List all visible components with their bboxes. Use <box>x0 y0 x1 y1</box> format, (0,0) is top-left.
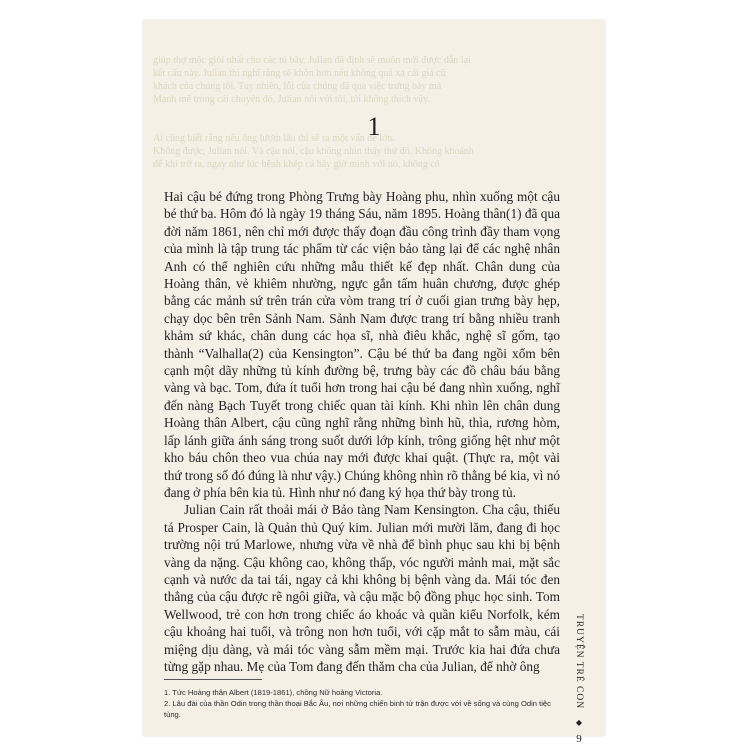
book-page <box>143 20 605 746</box>
bleed-line: Ai cũng biết rằng nếu ông lượm lâu thì sẽ ra một vấn đề lớn. <box>153 133 395 144</box>
bleed-line: kết cấu này. Julian thì nghĩ rằng sẽ khôn hơn nếu không quá xa cái giá cũ <box>153 68 446 79</box>
paragraph: Hai cậu bé đứng trong Phòng Trưng bày Hoàng phu, nhìn xuống một cậu bé thứ ba. Hôm đó là ngày 19 tháng Sáu, năm 1895. Hoàng thân(1) đã qua đời năm 1861, nên chỉ mới được thấy đoạn đầu công trình đầy tham vọng của mình là tập trung tác phẩm từ các viện bảo tàng lại để các nghệ nhân Anh có thể nghiên cứu những mẫu thiết kế đẹp nhất. Chân dung của Hoàng thân, vẻ khiêm nhường, ngực gắn tấm huân chương, được ghép bằng các mảnh sứ trên trán cửa vòm trang trí ở cuối gian trưng bày hẹp, chạy dọc bên trên Sảnh Nam. Sảnh Nam được trang trí bằng nhiều tranh khảm sứ khác, chân dung các họa sĩ, nhà điêu khắc, nghệ sĩ gốm, tạo thành “Valhalla(2) của Kensington”. Cậu bé thứ ba đang ngồi xổm bên cạnh một dãy những tủ kính đường bệ, trưng bày các đồ châu báu bằng vàng và bạc. Tom, đứa ít tuổi hơn trong hai cậu bé đang nhìn xuống, nghĩ đến nàng Bạch Tuyết trong chiếc quan tài kính. Khi nhìn lên chân dung Hoàng thân Albert, cậu cũng nghĩ rằng những bình hũ, thìa, rương hòm, lấp lánh giữa ánh sáng trong suốt dưới lớp kính, trông giống hệt như một kho báu chôn theo vua chúa nay mới được khai quật. (Thực ra, một vài thứ trong số đó đúng là như vậy.) Chúng không nhìn rõ thằng bé kia, vì nó đang ở phía bên kia tủ. Hình như nó đang ký họa thứ bày trong tủ. <box>164 189 560 500</box>
bleed-line: Không được, Julian nói. Và cậu nói, cậu không nhìn thấy thứ đó. Không khoảnh <box>153 146 474 157</box>
bleed-line: để khi trở ra, ngay như lúc bệnh khép cả bây giờ mình với nó, không có <box>153 159 440 170</box>
footnote: 1. Tức Hoàng thân Albert (1819-1861), chồng Nữ hoàng Victoria. <box>164 688 383 697</box>
footnotes <box>164 687 556 720</box>
footnote-divider <box>164 679 262 680</box>
footnote: 2. Lâu đài của thần Odin trong thần thoại Bắc Âu, nơi những chiến binh tử trận được với về sống và cùng Odin tiệc tùng. <box>164 699 551 719</box>
bleed-line: giúp thợ mộc giỏi nhất cho các tủ bày. Julian đã định sẽ muộn mới được dẫn lại <box>153 55 471 66</box>
chapter-number: 1 <box>367 112 381 141</box>
page-number: 9 <box>576 733 582 746</box>
paragraph: Julian Cain rất thoải mái ở Bảo tàng Nam Kensington. Cha cậu, thiếu tá Prosper Cain, là Quản thủ Quý kim. Julian mới mười lăm, đang đi học trường nội trú Marlowe, nhưng vừa về nhà để bình phục sau khi bị bệnh vàng da nặng. Cậu không cao, không thấp, vóc người mảnh mai, mặt sắc cạnh và nước da tai tái, ngay cả khi không bị bệnh vàng da. Mái tóc đen thẳng của cậu được rẽ ngôi giữa, và cậu mặc bộ đồng phục học sinh. Tom Wellwood, trẻ con hơn trong chiếc áo khoác và quần kiểu Norfolk, kém cậu khoảng hai tuổi, và trông non hơn tuổi, với cặp mắt to sẫm màu, cái miệng dịu dàng, và mái tóc vàng sẫm mềm mại. Trước kia hai đứa chưa từng gặp nhau. Mẹ của Tom đang đến thăm cha của Julian, để nhờ ông <box>164 502 560 674</box>
bleed-line: khách của chúng tôi. Tuy nhiên, lỗi của chúng đã qua việc trưng bày mà <box>153 81 442 92</box>
body-text <box>164 188 560 675</box>
bleed-line: Mạnh mẽ trong cái chuyện đó, Julian nói với tôi, tôi không thích vậy. <box>153 94 430 105</box>
page-sidebar <box>567 614 591 745</box>
running-head: TRUYỆN TRẺ CON <box>574 614 584 710</box>
diamond-separator-icon: ◆ <box>575 718 583 728</box>
